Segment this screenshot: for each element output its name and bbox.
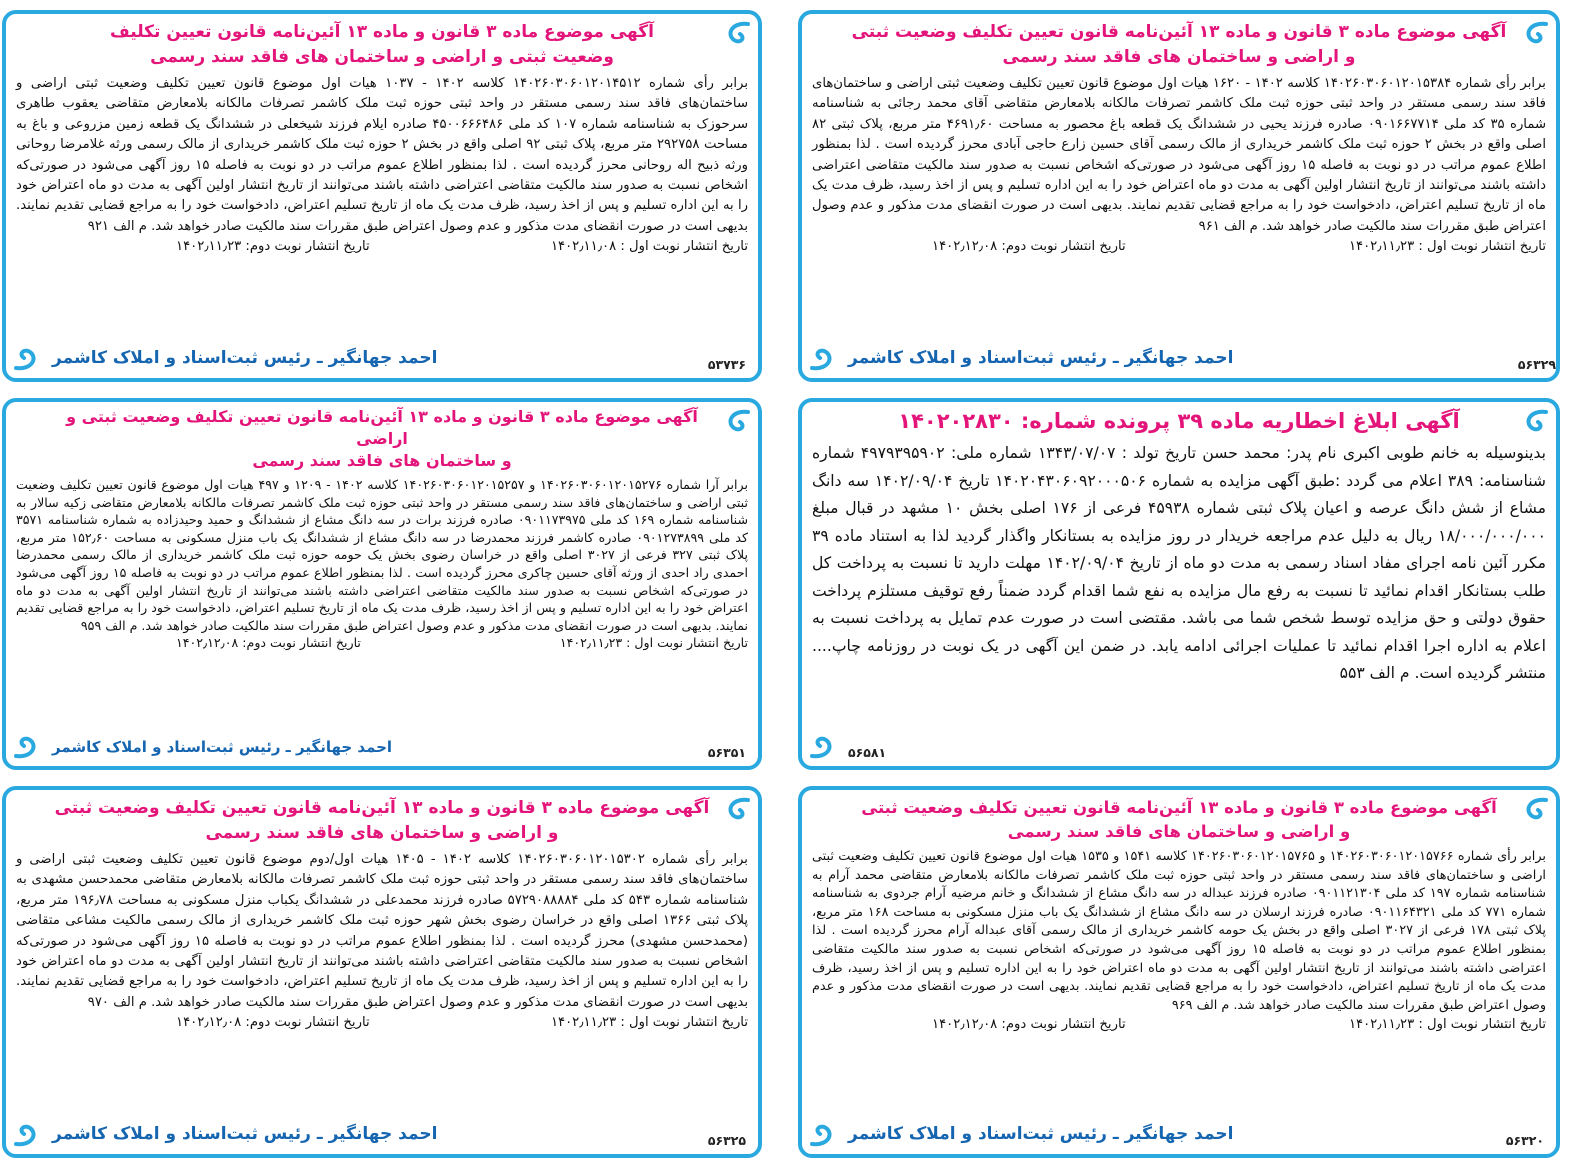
swirl-icon: [12, 1118, 42, 1148]
first-publication-date: تاریخ انتشار نوبت اول : ۱۴۰۲٫۱۱٫۲۳: [1348, 1017, 1546, 1033]
swirl-icon: [808, 730, 838, 760]
notice-title: آگهی موضوع ماده ۳ قانون و ماده ۱۳ آئین‌نامه قانون تعیین تکلیف وضعیت ثبتی و اراضی و ساختمان های فاقد سند رسمی: [66, 407, 698, 470]
notice-title: آگهی موضوع ماده ۳ قانون و ماده ۱۳ آئین‌نامه قانون تعیین تکلیف وضعیت ثبتی و اراضی و ساختمان های فاقد سند رسمی: [110, 22, 654, 67]
notice-box-4: [2, 398, 762, 770]
notice-body: برابر رأی شماره ۱۴۰۲۶۰۳۰۶۰۱۲۰۱۵۷۶۶ و ۱۴۰۲۶۰۳۰۶۰۱۲۰۱۵۷۶۵ کلاسه ۱۵۴۱ و ۱۵۳۵ هیات اول موضوع قانون تعیین تکلیف وضعیت ثبتی اراضی و ساختمان‌های فاقد سند رسمی مستقر در واحد ثبتی حوزه ثبت ملک کاشمر تصرفات مالکانه بلامعارض متقاضی محمد آرام به شناسنامه شماره ۱۹۷ کد ملی ۰۹۰۱۱۲۱۳۰۴ صادره فرزند عبداله در سه دانگ مشاع از ششدانگ و خانم مرضیه آرام جردوی به شناسنامه شماره ۷۷۱ کد ملی ۰۹۰۱۱۶۴۳۲۱ صادره فرزند ارسلان در سه دانگ مشاع از ششدانگ یک باب منزل مسکونی به مساحت ۱۶۸ متر مربع، پلاک ثبتی ۱۷۸ فرعی از ۳۰۲۷ اصلی واقع در بخش یک حومه کاشمر خریداری از مالک رسمی آقای عبداله آرام محرز گردیده است . لذا بمنظور اطلاع عموم مراتب در دو نوبت به فاصله ۱۵ روز آگهی می‌شود در صورتی‌که اشخاص نسبت به صدور سند مالکیت متقاضی اعتراضی داشته باشند می‌توانند از تاریخ انتشار اولین آگهی به مدت دو ماه اعتراض خود را به این اداره تسلیم و پس از اخذ رسید، ظرف مدت یک ماه از تاریخ تسلیم اعتراض، دادخواست خود را به مراجع قضایی تقدیم نمایند. بدیهی است در صورت انقضای مدت مذکور و عدم وصول اعتراض طبق مقررات سند مالکیت صادر خواهد شد. م الف ۹۶۹: [812, 849, 1546, 1013]
first-publication-date: تاریخ انتشار نوبت اول : ۱۴۰۲٫۱۱٫۲۳: [1348, 239, 1546, 255]
publication-dates: [16, 1013, 748, 1033]
signature: احمد جهانگیر ـ رئیس ثبت‌اسناد و املاک کاشمر: [848, 1124, 1234, 1144]
notice-box-5: [798, 786, 1560, 1158]
ad-code: ۵۶۳۵۱: [707, 745, 746, 760]
second-publication-date: تاریخ انتشار نوبت دوم: ۱۴۰۲٫۱۱٫۲۳: [176, 239, 370, 255]
notice-box-3: [798, 398, 1560, 770]
notice-body: برابر رأی شماره ۱۴۰۲۶۰۳۰۶۰۱۲۰۱۵۳۰۲ کلاسه ۱۴۰۲ - ۱۴۰۵ هیات اول/دوم موضوع قانون تعیین تکلیف وضعیت ثبتی اراضی و ساختمان‌های فاقد سند رسمی مستقر در واحد ثبتی حوزه ثبت ملک کاشمر تصرفات مالکانه بلامعارض متقاضی محمدحسن مشهدی به شناسنامه شماره ۵۴۳ کد ملی ۵۷۲۹۰۸۸۸۸۴ صادره فرزند محمدعلی در ششدانگ یکباب منزل مسکونی به مساحت ۱۹۶٫۷۸ متر مربع، پلاک ثبتی ۱۳۶۶ اصلی واقع در خراسان رضوی بخش شهر حوزه ثبت ملک کاشمر خریداری از مالک رسمی مالکیت مشاعی متقاضی (محمدحسن مشهدی) محرز گردیده است . لذا بمنظور اطلاع عموم مراتب در دو نوبت به فاصله ۱۵ روز آگهی می‌شود در صورتی‌که اشخاص نسبت به صدور سند مالکیت متقاضی اعتراضی داشته باشند می‌توانند از تاریخ انتشار اولین آگهی به مدت دو ماه اعتراض خود را به این اداره تسلیم و پس از اخذ رسید، ظرف مدت یک ماه از تاریخ تسلیم اعتراض، دادخواست خود را به مراجع قضایی تقدیم نمایند. بدیهی است در صورت انقضای مدت مذکور و عدم وصول اعتراض طبق مقررات سند مالکیت صادر خواهد شد. م الف ۹۷۰: [16, 852, 748, 1010]
swirl-icon: [722, 796, 752, 826]
ad-code: ۵۶۳۲۹: [1517, 357, 1556, 372]
notice-body: برابر رأی شماره ۱۴۰۲۶۰۳۰۶۰۱۲۰۱۵۳۸۴ کلاسه ۱۴۰۲ - ۱۶۲۰ هیات اول موضوع قانون تعیین تکلیف وضعیت ثبتی اراضی و ساختمان‌های فاقد سند رسمی مستقر در واحد ثبتی حوزه ثبت ملک کاشمر تصرفات مالکانه بلامعارض متقاضی آقای محمد رجائی به شناسنامه شماره ۳۵ کد ملی ۰۹۰۱۶۶۷۷۱۴ صادره فرزند یحیی در ششدانگ یک قطعه باغ محصور به مساحت ۴۶۹۱٫۶۰ متر مربع، پلاک ثبتی ۸۲ اصلی واقع در بخش ۲ حوزه ثبت ملک کاشمر خریداری از مالک رسمی آقای حسین زارع حاجی آبادی محرز گردیده است . لذا بمنظور اطلاع عموم مراتب در دو نوبت به فاصله ۱۵ روز آگهی می‌شود در صورتی‌که اشخاص نسبت به صدور سند مالکیت متقاضی اعتراضی داشته باشند می‌توانند از تاریخ انتشار اولین آگهی به مدت دو ماه اعتراض خود را به این اداره تسلیم و پس از اخذ رسید، ظرف مدت یک ماه از تاریخ تسلیم اعتراض، دادخواست خود را به مراجع قضایی تقدیم نمایند. بدیهی است در صورت انقضای مدت مذکور و عدم وصول اعتراض طبق مقررات سند مالکیت صادر خواهد شد. م الف ۹۶۱: [812, 76, 1547, 234]
first-publication-date: تاریخ انتشار نوبت اول : ۱۴۰۲٫۱۱٫۲۳: [559, 635, 748, 651]
notice-body: برابر آرا شماره ۱۴۰۲۶۰۳۰۶۰۱۲۰۱۵۲۷۶ و ۱۴۰۲۶۰۳۰۶۰۱۲۰۱۵۲۵۷ کلاسه ۱۴۰۲ - ۱۲۰۹ و ۴۹۷ هیات اول موضوع قانون تعیین تکلیف وضعیت ثبتی اراضی و ساختمان‌های فاقد سند رسمی مستقر در واحد ثبتی حوزه ثبت ملک کاشمر تصرفات مالکانه بلامعارض متقاضی زکیه سالار به شناسنامه شماره ۱۶۹ کد ملی ۰۹۰۱۱۷۳۹۷۵ صادره فرزند برات در سه دانگ مشاع از ششدانگ و حمید وحیدزاده به شماره شناسنامه ۳۵۷۱ کد ملی ۰۹۰۱۲۷۳۸۹۹ صادره کاشمر فرزند محمدرضا در سه دانگ مشاع از ششدانگ یک باب منزل مسکونی به مساحت ۱۵۲٫۶۰ متر مربع، پلاک ثبتی ۳۲۷ فرعی از ۳۰۲۷ اصلی واقع در خراسان رضوی بخش یک حومه حوزه ثبت ملک کاشمر خریداری از مالک رسمی محمدرضا احمدی راد احدی از ورثه آقای حسین چاکری محرز گردیده است . لذا بمنظور اطلاع عموم مراتب در دو نوبت به فاصله ۱۵ روز آگهی می‌شود در صورتی‌که اشخاص نسبت به صدور سند مالکیت متقاضی اعتراضی داشته باشند می‌توانند از تاریخ انتشار اولین آگهی به مدت دو ماه اعتراض خود را به این اداره تسلیم و پس از اخذ رسید، ظرف مدت یک ماه از تاریخ تسلیم اعتراض، دادخواست خود را به مراجع قضایی تقدیم نمایند. بدیهی است در صورت انقضای مدت مذکور و عدم وصول اعتراض طبق مقررات سند مالکیت صادر خواهد شد. م الف ۹۵۹: [16, 477, 749, 633]
second-publication-date: تاریخ انتشار نوبت دوم: ۱۴۰۲٫۱۲٫۰۸: [176, 635, 361, 651]
swirl-icon: [12, 730, 42, 760]
ad-code: ۵۶۳۲۵: [707, 1133, 746, 1148]
ad-code: ۵۶۵۸۱: [848, 745, 887, 760]
signature: احمد جهانگیر ـ رئیس ثبت‌اسناد و املاک کاشمر: [848, 348, 1234, 368]
swirl-icon: [1520, 20, 1550, 50]
signature: احمد جهانگیر ـ رئیس ثبت‌اسناد و املاک کاشمر: [52, 348, 438, 368]
publication-dates: [812, 1015, 1546, 1035]
first-publication-date: تاریخ انتشار نوبت اول : ۱۴۰۲٫۱۱٫۰۸: [550, 239, 748, 255]
notice-title: آگهی ابلاغ اخطاریه ماده ۳۹ پرونده شماره: ۱۴۰۲۰۲۸۳۰: [898, 409, 1460, 433]
swirl-icon: [722, 408, 752, 438]
notice-box-6: [2, 786, 762, 1158]
first-publication-date: تاریخ انتشار نوبت اول : ۱۴۰۲٫۱۱٫۲۳: [550, 1015, 748, 1031]
notice-title: آگهی موضوع ماده ۳ قانون و ماده ۱۳ آئین‌نامه قانون تعیین تکلیف وضعیت ثبتی و اراضی و ساختمان های فاقد سند رسمی: [54, 798, 710, 843]
second-publication-date: تاریخ انتشار نوبت دوم: ۱۴۰۲٫۱۲٫۰۸: [932, 1017, 1126, 1033]
notice-body: برابر رأی شماره ۱۴۰۲۶۰۳۰۶۰۱۲۰۱۴۵۱۲ کلاسه ۱۴۰۲ - ۱۰۳۷ هیات اول موضوع قانون تعیین تکلیف وضعیت ثبتی اراضی و ساختمان‌های فاقد سند رسمی مستقر در واحد ثبتی حوزه ثبت ملک کاشمر تصرفات مالکانه بلامعارض متقاضی یعقوب طاهری سرحوزک به شناسنامه شماره ۱۰۷ کد ملی ۴۵۰۰۶۶۶۴۸۶ صادره ایلام فرزند شیخعلی در ششدانگ یک قطعه زمین مزروعی و باغ به مساحت ۲۹۲۷۵۸ متر مربع، پلاک ثبتی ۹۲ اصلی واقع در بخش ۲ حوزه ثبت ملک کاشمر خریداری از مالک رسمی ورثه غلامرضا روحانی ورثه ذبیح اله روحانی محرز گردیده است . لذا بمنظور اطلاع عموم مراتب در دو نوبت به فاصله ۱۵ روز آگهی می‌شود در صورتی‌که اشخاص نسبت به صدور سند مالکیت متقاضی اعتراضی داشته باشند می‌توانند از تاریخ انتشار اولین آگهی به مدت دو ماه اعتراض خود را به این اداره تسلیم و پس از اخذ رسید، ظرف مدت یک ماه از تاریخ تسلیم اعتراض، دادخواست خود را به مراجع قضایی تقدیم نمایند. بدیهی است در صورت انقضای مدت مذکور و عدم وصول اعتراض طبق مقررات سند مالکیت صادر خواهد شد. م الف ۹۲۱: [16, 76, 749, 234]
swirl-icon: [808, 1118, 838, 1148]
swirl-icon: [1520, 408, 1550, 438]
publication-dates: [16, 634, 748, 652]
swirl-icon: [808, 342, 838, 372]
notice-box-1: [798, 10, 1560, 382]
notice-box-2: [2, 10, 762, 382]
publication-dates: [16, 237, 748, 257]
publication-dates: [812, 237, 1546, 257]
signature: احمد جهانگیر ـ رئیس ثبت‌اسناد و املاک کاشمر: [52, 738, 393, 756]
ad-code: ۵۳۷۳۶: [707, 357, 746, 372]
second-publication-date: تاریخ انتشار نوبت دوم: ۱۴۰۲٫۱۲٫۰۸: [932, 239, 1126, 255]
ad-code: ۵۶۳۲۰: [1505, 1133, 1544, 1148]
notice-title: آگهی موضوع ماده ۳ قانون و ماده ۱۳ آئین‌نامه قانون تعیین تکلیف وضعیت ثبتی و اراضی و ساختمان های فاقد سند رسمی: [861, 798, 1497, 841]
swirl-icon: [722, 20, 752, 50]
notice-body: بدینوسیله به خانم طوبی اکبری نام پدر: محمد حسن تاریخ تولد : ۱۳۴۳/۰۷/۰۷ شماره ملی: ۴۹۷۹۳۹۵۹۰۲ شماره شناسنامه: ۳۸۹ اعلام می گردد :طبق آگهی مزایده به شماره ۱۴۰۲۰۴۳۰۶۰۹۲۰۰۰۵۰۶ تاریخ ۱۴۰۲/۰۹/۰۴ سه دانگ مشاع از شش دانگ عرصه و اعیان پلاک ثبتی شماره ۴۵۹۳۸ فرعی از ۱۷۶ اصلی بخش ۱۰ مشهد در قبال مبلغ ۱۸/۰۰۰/۰۰۰/۰۰۰ ریال به دلیل عدم مراجعه خریدار در روز مزایده به بستانکار واگذار گردید لذا به استناد ماده ۳۹ مکرر آئین نامه اجرای مفاد اسناد رسمی به مدت دو ماه از تاریخ ۱۴۰۲/۰۹/۰۴ مهلت دارید تا نسبت به پرداخت کل طلب بستانکار اقدام نمائید تا نسبت به رفع مال مزایده به نفع شما اقدام گردد ضمناً رفع توقیف مستلزم پرداخت حقوق دولتی و حق مزایده توسط شخص شما می باشد. مقتضی است در صورت عدم تمایل به پرداخت نسبت به اعلام به اداره اجرا اقدام نمائید تا عملیات اجرائی ادامه یابد. در ضمن این آگهی در یک نوبت در روزنامه چاپ.... منتشر گردیده است. م الف ۵۵۳: [812, 444, 1547, 682]
second-publication-date: تاریخ انتشار نوبت دوم: ۱۴۰۲٫۱۲٫۰۸: [176, 1015, 370, 1031]
swirl-icon: [12, 342, 42, 372]
notice-title: آگهی موضوع ماده ۳ قانون و ماده ۱۳ آئین‌نامه قانون تعیین تکلیف وضعیت ثبتی و اراضی و ساختمان های فاقد سند رسمی: [851, 22, 1507, 67]
swirl-icon: [1520, 796, 1550, 826]
signature: احمد جهانگیر ـ رئیس ثبت‌اسناد و املاک کاشمر: [52, 1124, 438, 1144]
